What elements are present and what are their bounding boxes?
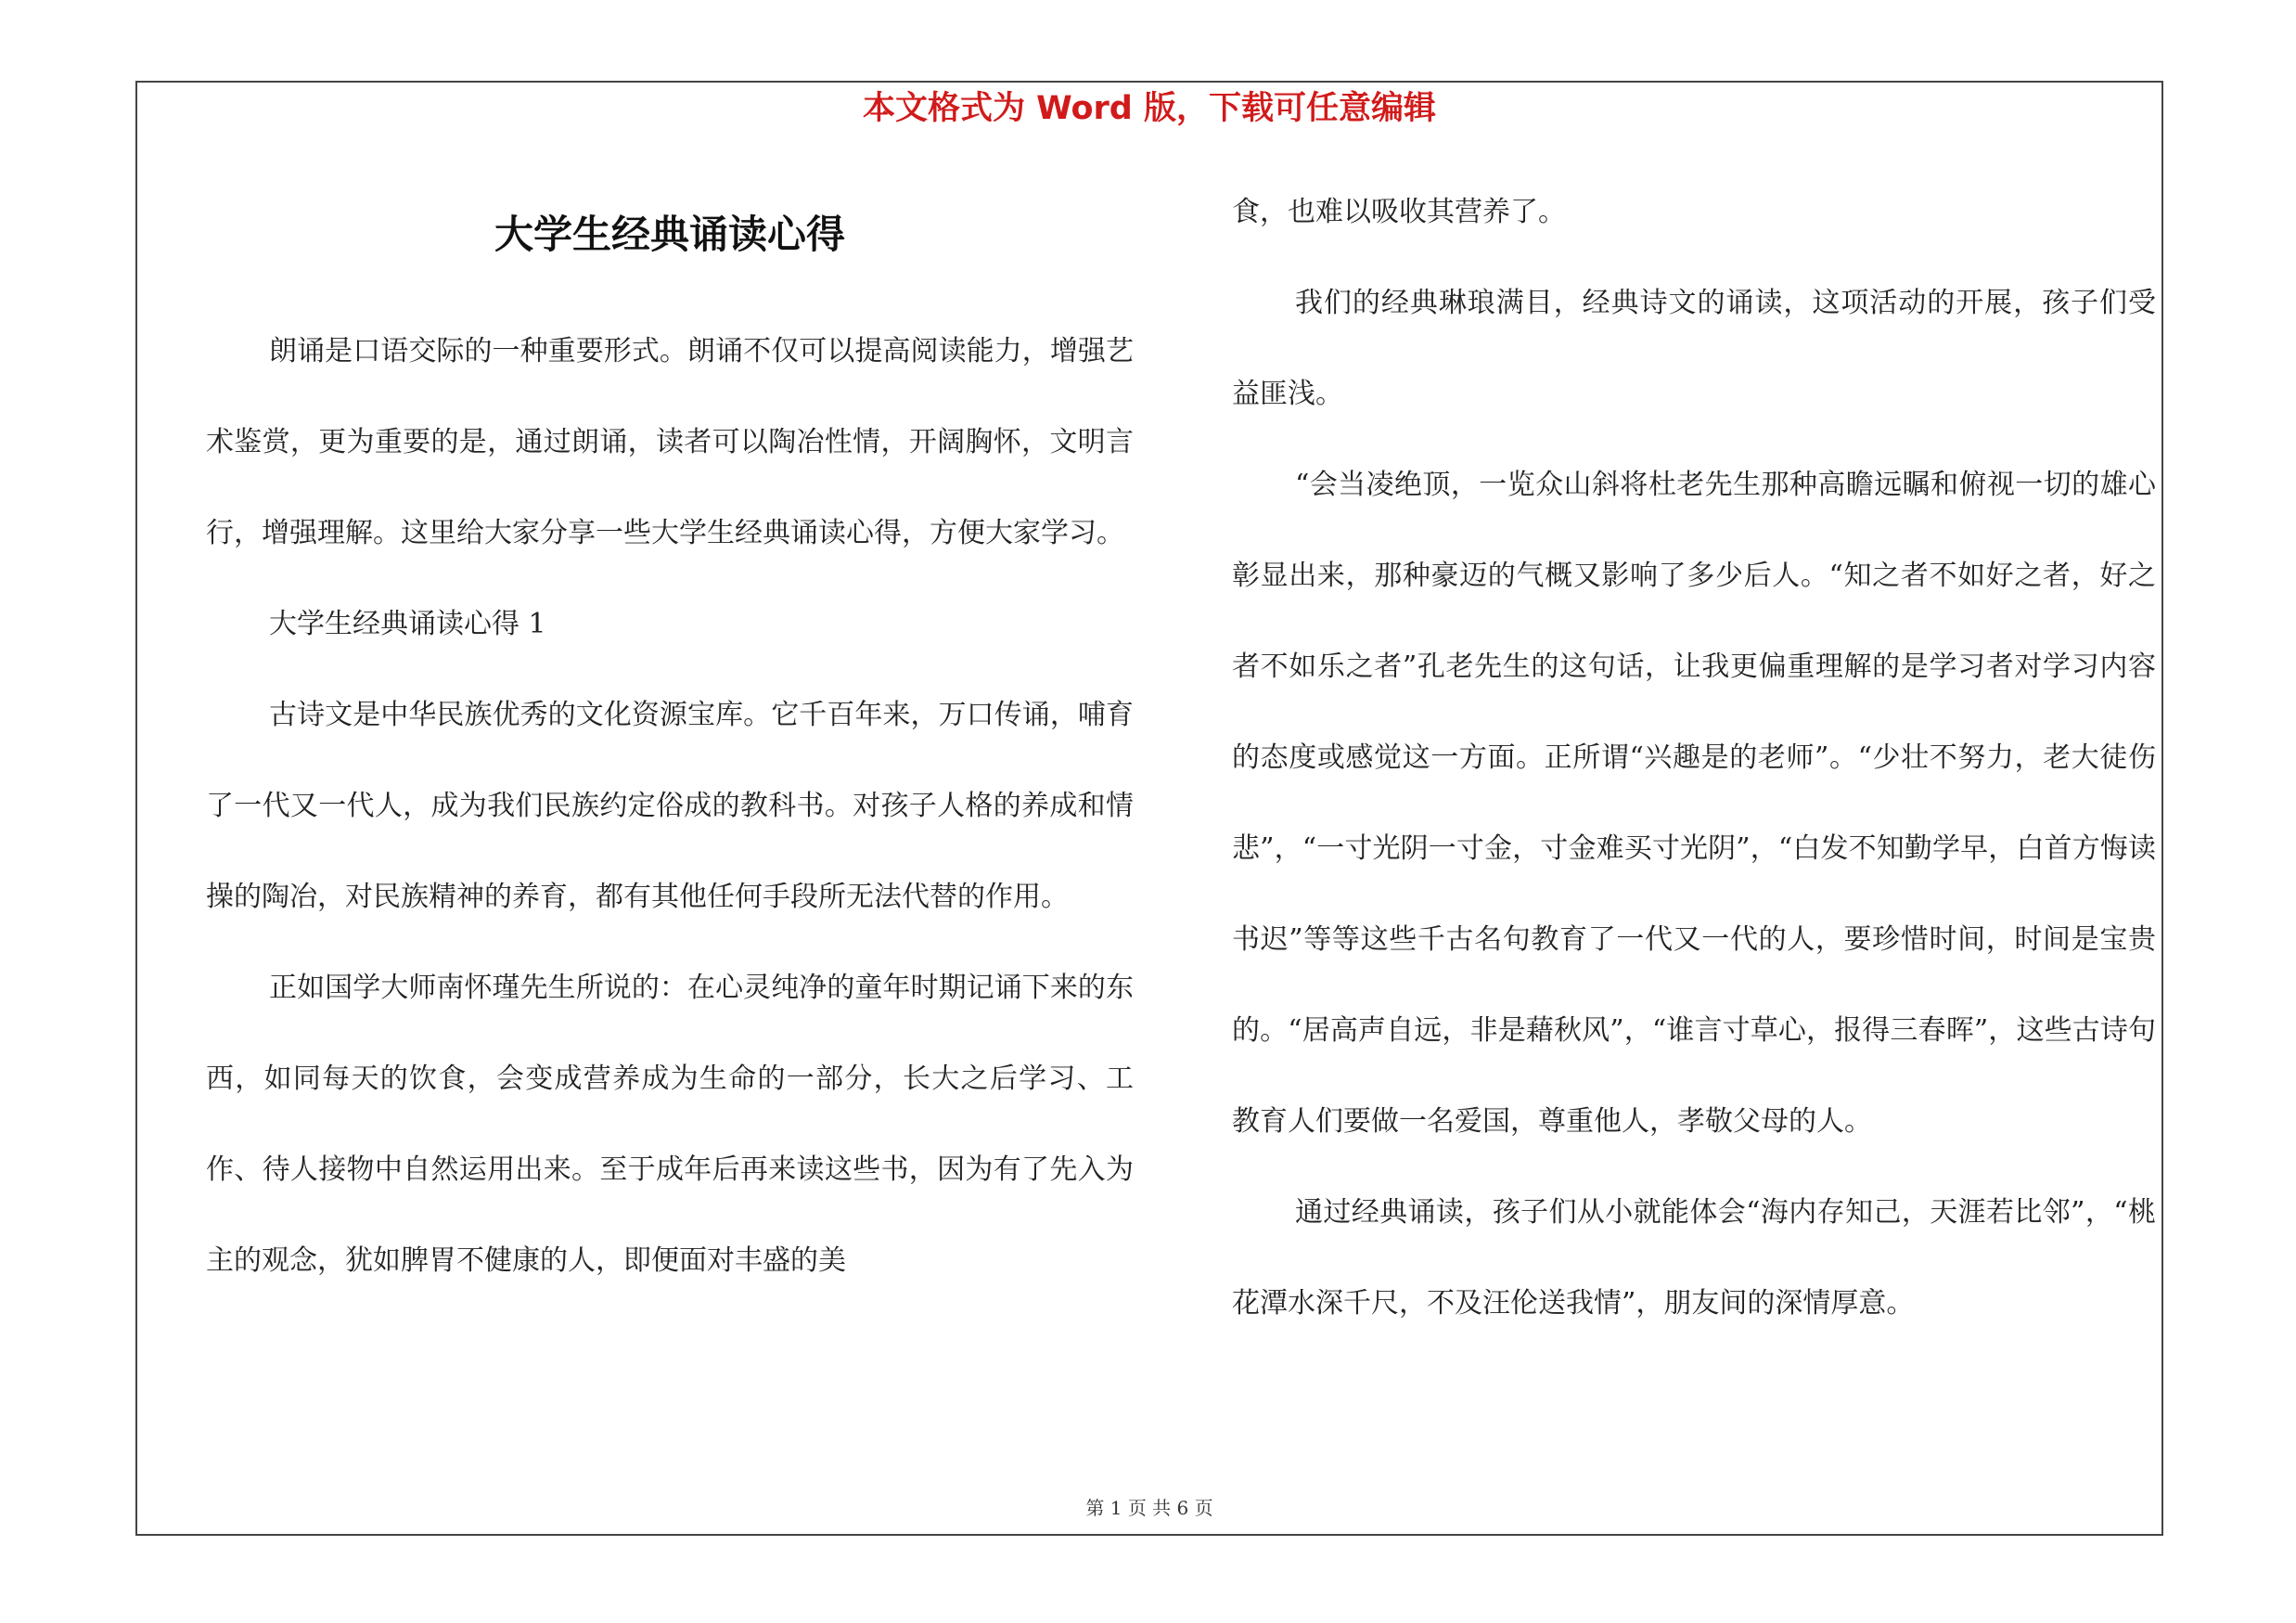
document-title: 大学生经典诵读心得 (494, 212, 845, 257)
body-paragraph: 通过经典诵读，孩子们从小就能体会“海内存知己，天涯若比邻”，“桃花潭水深千尺，不及汪伦送我情”，朋友间的深情厚意。 (1232, 1196, 2156, 1320)
intro-paragraph: 朗诵是口语交际的一种重要形式。朗诵不仅可以提高阅读能力，增强艺术鉴赏，更为重要的是，通过朗诵，读者可以陶冶性情，开阔胸怀，文明言行，增强理解。这里给大家分享一些大学生经典诵读心得，方便大家学习。 (206, 335, 1134, 549)
format-banner: 本文格式为 Word 版，下载可任意编辑 (862, 90, 1437, 127)
left-column (206, 306, 1134, 1307)
body-paragraph: “会当凌绝顶，一览众山斜将杜老先生那种高瞻远瞩和俯视一切的雄心彰显出来，那种豪迈的气概又影响了多少后人。“知之者不如好之者，好之者不如乐之者”孔老先生的这句话，让我更偏重理解的是学习者对学习内容的态度或感觉这一方面。正所谓“兴趣是的老师”。“少壮不努力，老大徒伤悲”，“一寸光阴一寸金，寸金难买寸光阴”，“白发不知勤学早，白首方悔读书迟”等等这些千古名句教育了一代又一代的人，要珍惜时间，时间是宝贵的。“居高声自远，非是藉秋风”，“谁言寸草心，报得三春晖”，这些古诗句教育人们要做一名爱国，尊重他人，孝敬父母的人。 (1232, 469, 2156, 1138)
right-column (1232, 167, 2156, 1349)
page-number-footer: 第 1 页 共 6 页 (1085, 1497, 1213, 1519)
continuation-paragraph: 食，也难以吸收其营养了。 (1232, 196, 1566, 228)
section-heading: 大学生经典诵读心得 1 (269, 608, 546, 640)
body-paragraph: 正如国学大师南怀瑾先生所说的：在心灵纯净的童年时期记诵下来的东西，如同每天的饮食，会变成营养成为生命的一部分，长大之后学习、工作、待人接物中自然运用出来。至于成年后再来读这些书，因为有了先入为主的观念，犹如脾胃不健康的人，即便面对丰盛的美 (206, 972, 1134, 1277)
body-paragraph: 古诗文是中华民族优秀的文化资源宝库。它千百年来，万口传诵，哺育了一代又一代人，成为我们民族约定俗成的教科书。对孩子人格的养成和情操的陶冶，对民族精神的养育，都有其他任何手段所无法代替的作用。 (206, 699, 1134, 913)
body-paragraph: 我们的经典琳琅满目，经典诗文的诵读，这项活动的开展，孩子们受益匪浅。 (1232, 287, 2156, 410)
